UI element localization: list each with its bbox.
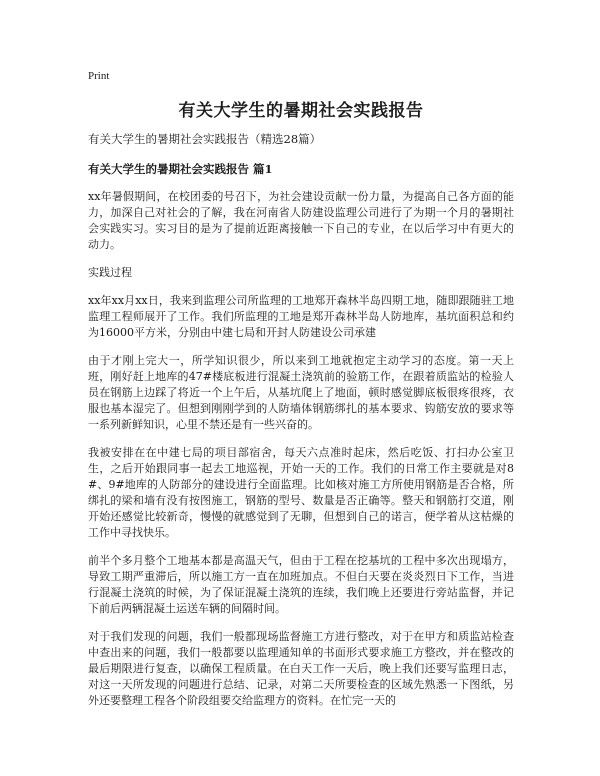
paragraph-intro: xx年暑假期间，在校团委的号召下，为社会建设贡献一份力量，为提高自己各方面的能力，加深自己对社会的了解，我在河南省人防建设监理公司进行了为期一个月的暑期社会实践实习。实习目的是为了提前近距离接触一下自己的专业，在以后学习中有更大的动力。: [88, 190, 514, 251]
document-body: [88, 189, 514, 721]
document-subtitle: 有关大学生的暑期社会实践报告（精选28篇）: [88, 132, 322, 146]
document-page: [88, 0, 514, 776]
print-label: Print: [88, 70, 110, 82]
document-title: 有关大学生的暑期社会实践报告: [178, 101, 424, 121]
paragraph-heading-practice: 实践过程: [88, 266, 132, 279]
paragraph-first-day: 由于才刚上完大一，所学知识很少，所以来到工地就抱定主动学习的态度。第一天上班，刚好赶上地库的47#楼底板进行混凝土浇筑前的验筋工作，在跟着质监站的检验人员在钢筋上边踩了将近一个上午后，从基坑爬上了地面，顿时感觉脚底板很疼很疼，衣服也基本湿完了。但想到刚刚学到的人防墙体钢筋绑扎的基本要求、钩筋安放的要求等一系列新鲜知识，心里不禁还是有一些兴奋的。: [88, 354, 514, 431]
paragraph-overtime: 前半个多月整个工地基本都是高温天气，但由于工程在挖基坑的工程中多次出现塌方，导致工期严重滞后，所以施工方一直在加班加点。不但白天要在炎炎烈日下工作，当进行混凝土浇筑的时候，为了保证混凝土浇筑的连续，我们晚上还要进行旁站监督，并记下前后两辆混凝土运送车辆的间隔时间。: [88, 554, 514, 615]
paragraph-arrival: xx年xx月xx日，我来到监理公司所监理的工地郑开森林半岛四期工地，随即跟随驻工地监理工程师展开了工作。我们所监理的工地是郑开森林半岛人防地库，基坑面积总和约为16000平方米，分别由中建七局和开封人防建设公司承建: [88, 294, 514, 339]
paragraph-daily-work: 我被安排在在中建七局的项目部宿舍，每天六点准时起床，然后吃饭、打扫办公室卫生，之后开始跟同事一起去工地巡视，开始一天的工作。我们的日常工作主要就是对8#、9#地库的人防部分的建设进行全面监理。比如核对施工方所使用钢筋是否合格，所绑扎的梁和墙有没有按图施工，钢筋的型号、数量是否正确等。整天和钢筋打交道，刚开始还感觉比较新奇，慢慢的就感觉到了无聊，但想到自己的诺言，便学着从这枯燥的工作中寻找快乐。: [88, 446, 514, 539]
paragraph-issues: 对于我们发现的问题，我们一般都现场监督施工方进行整改，对于在甲方和质监站检查中查出来的问题，我们一般都要以监理通知单的书面形式要求施工方整改，并在整改的最后期限进行复查，以确保工程质量。在白天工作一天后，晚上我们还要写监理日志，对这一天所发现的问题进行总结、记录，对第二天所要检查的区域先熟悉一下图纸，另外还要整理工程各个阶段组要交给监理方的资料。在忙完一天的: [88, 630, 514, 707]
section-heading: 有关大学生的暑期社会实践报告 篇1: [88, 162, 273, 176]
